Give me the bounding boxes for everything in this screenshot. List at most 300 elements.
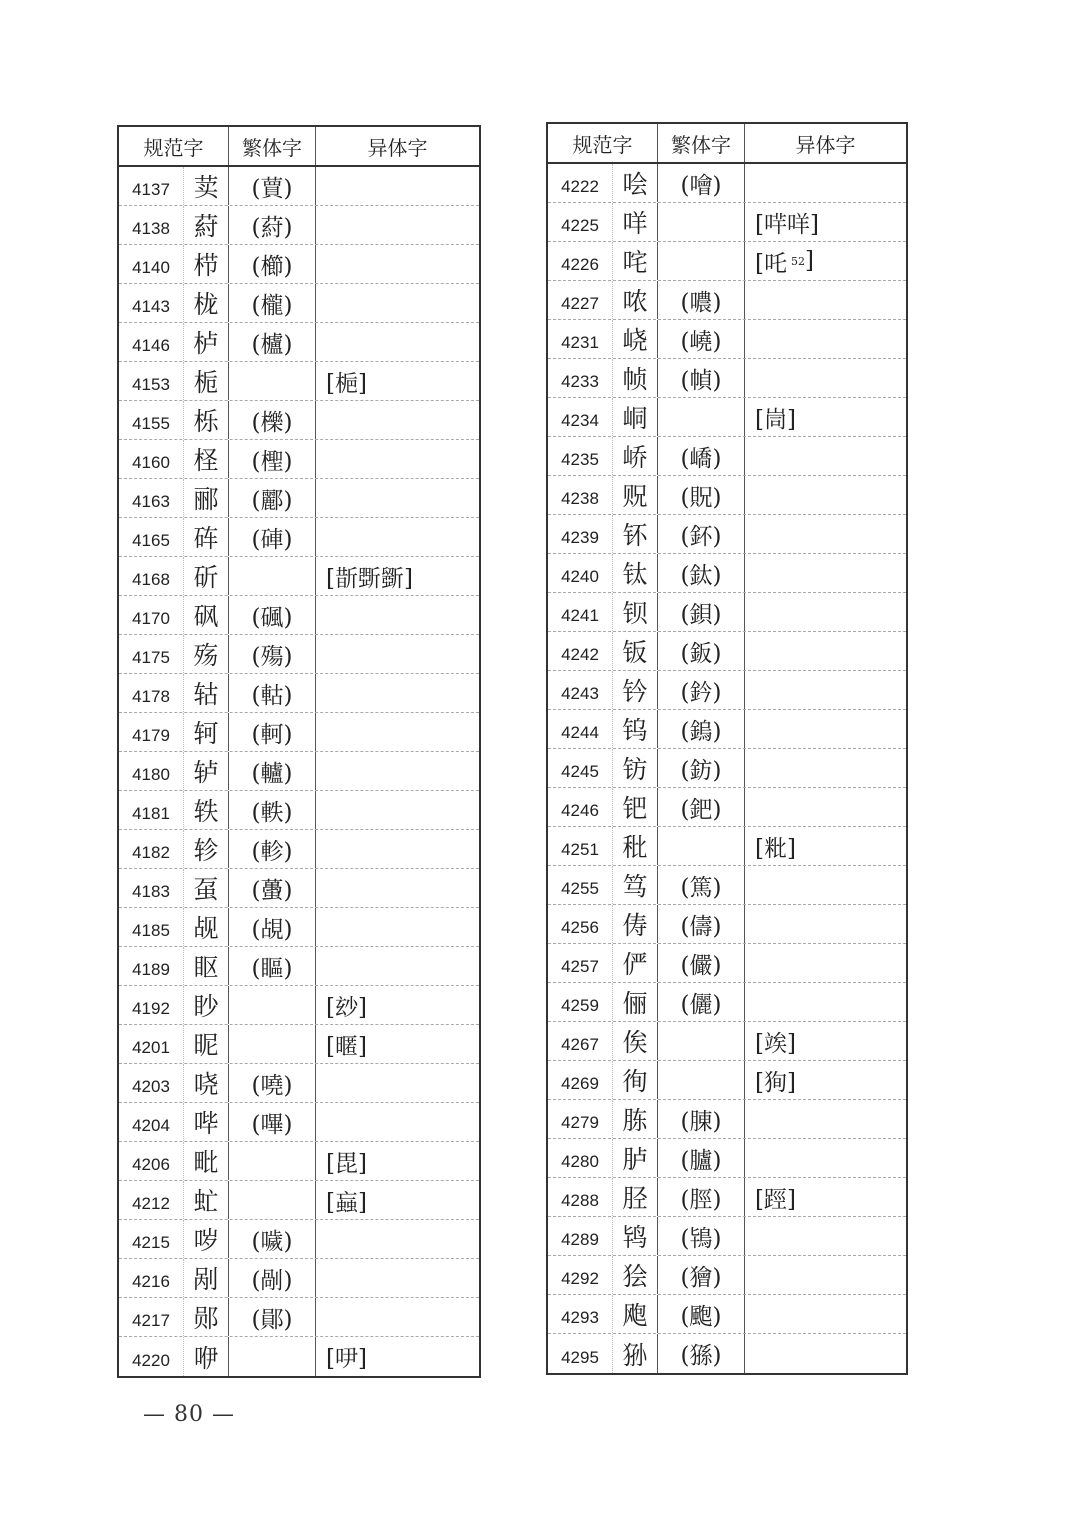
variant-char: [吚] xyxy=(326,1346,367,1372)
traditional-char: (鈑) xyxy=(658,632,745,670)
header-variant-char: 异体字 xyxy=(367,135,428,160)
variant-char xyxy=(745,1139,906,1177)
traditional-char: (脛) xyxy=(658,1178,745,1216)
traditional-char: (轤) xyxy=(229,752,316,790)
standard-char: 觇 xyxy=(184,908,229,946)
table-row xyxy=(119,908,479,947)
table-row xyxy=(548,944,906,983)
entry-number: 4225 xyxy=(548,203,613,241)
table-row xyxy=(119,986,479,1025)
standard-char: 栌 xyxy=(184,323,229,361)
table-row xyxy=(548,593,906,632)
standard-char: 贶 xyxy=(613,476,658,514)
entry-number: 4192 xyxy=(119,986,184,1024)
entry-number: 4165 xyxy=(119,518,184,556)
standard-char: 俪 xyxy=(613,983,658,1021)
variant-char: [毘] xyxy=(326,1150,367,1177)
traditional-char: (櫛) xyxy=(229,245,316,283)
entry-number: 4189 xyxy=(119,947,184,985)
traditional-char: (嶠) xyxy=(658,437,745,475)
standard-char: 栀 xyxy=(184,362,229,400)
variant-char xyxy=(316,518,479,556)
entry-number: 4288 xyxy=(548,1178,613,1216)
standard-char: 钣 xyxy=(613,632,658,670)
table-row xyxy=(119,1064,479,1103)
standard-char: 咩 xyxy=(613,203,658,241)
traditional-char xyxy=(658,398,745,436)
traditional-char: (儷) xyxy=(658,983,745,1021)
table-row xyxy=(119,1103,479,1142)
entry-number: 4155 xyxy=(119,401,184,439)
variant-char: [狥] xyxy=(755,1069,796,1096)
standard-char: 哔 xyxy=(184,1103,229,1141)
entry-number: 4143 xyxy=(119,284,184,322)
variant-char xyxy=(316,1103,479,1141)
traditional-char xyxy=(229,1337,316,1376)
standard-char: 郦 xyxy=(184,479,229,517)
footnote-marker: 52 xyxy=(790,254,805,268)
traditional-char: (鈀) xyxy=(658,788,745,826)
variant-char xyxy=(745,164,906,202)
entry-number: 4178 xyxy=(119,674,184,712)
standard-char: 飑 xyxy=(613,1295,658,1333)
standard-char: 轳 xyxy=(184,752,229,790)
entry-number: 4235 xyxy=(548,437,613,475)
standard-char: 栊 xyxy=(184,284,229,322)
traditional-char xyxy=(229,1181,316,1219)
entry-number: 4269 xyxy=(548,1061,613,1099)
variant-char: [竢] xyxy=(755,1030,796,1057)
variant-char: [斮斲斵] xyxy=(326,565,413,592)
traditional-char: (瞘) xyxy=(229,947,316,985)
standard-char: 斫 xyxy=(184,557,229,595)
traditional-char: (噥) xyxy=(658,281,745,319)
variant-char xyxy=(745,554,906,592)
entry-number: 4216 xyxy=(119,1259,184,1297)
variant-char xyxy=(745,593,906,631)
header-variant-char: 异体字 xyxy=(795,132,856,157)
table-body xyxy=(119,167,479,1376)
traditional-char: (儔) xyxy=(658,905,745,943)
variant-char xyxy=(316,401,479,439)
standard-char: 虿 xyxy=(184,869,229,907)
traditional-char: (鴇) xyxy=(658,1217,745,1255)
entry-number: 4280 xyxy=(548,1139,613,1177)
table-row xyxy=(548,320,906,359)
traditional-char: (鄖) xyxy=(229,1298,316,1336)
table-row xyxy=(548,1334,906,1373)
entry-number: 4243 xyxy=(548,671,613,709)
traditional-char: (檉) xyxy=(229,440,316,478)
table-row xyxy=(119,674,479,713)
entry-number: 4212 xyxy=(119,1181,184,1219)
entry-number: 4231 xyxy=(548,320,613,358)
entry-number: 4153 xyxy=(119,362,184,400)
traditional-char xyxy=(229,362,316,400)
traditional-char xyxy=(229,986,316,1024)
header-standard-char: 规范字 xyxy=(548,124,658,162)
traditional-char: (鈐) xyxy=(658,671,745,709)
entry-number: 4138 xyxy=(119,206,184,244)
variant-char xyxy=(316,284,479,322)
variant-char xyxy=(316,908,479,946)
variant-char xyxy=(316,674,479,712)
variant-char xyxy=(745,749,906,787)
table-row xyxy=(548,827,906,866)
variant-char xyxy=(745,1295,906,1333)
variant-char xyxy=(745,1334,906,1373)
table-row xyxy=(119,440,479,479)
variant-char xyxy=(316,1064,479,1102)
standard-char: 俦 xyxy=(613,905,658,943)
traditional-char: (嶢) xyxy=(658,320,745,358)
traditional-char: (軲) xyxy=(229,674,316,712)
traditional-char: (櫟) xyxy=(229,401,316,439)
standard-char: 狯 xyxy=(613,1256,658,1294)
entry-number: 4163 xyxy=(119,479,184,517)
entry-number: 4185 xyxy=(119,908,184,946)
variant-char xyxy=(745,983,906,1021)
traditional-char: (葤) xyxy=(229,206,316,244)
table-row xyxy=(119,167,479,206)
table-row xyxy=(119,362,479,401)
table-row xyxy=(119,791,479,830)
table-row xyxy=(119,830,479,869)
traditional-char: (嗶) xyxy=(229,1103,316,1141)
traditional-char: (酈) xyxy=(229,479,316,517)
traditional-char: (貺) xyxy=(658,476,745,514)
entry-number: 4233 xyxy=(548,359,613,397)
entry-number: 4168 xyxy=(119,557,184,595)
traditional-char: (臚) xyxy=(658,1139,745,1177)
traditional-char: (嘵) xyxy=(229,1064,316,1102)
table-row xyxy=(548,1061,906,1100)
variant-char: [峝] xyxy=(755,406,796,433)
table-row xyxy=(548,983,906,1022)
traditional-char: (鋇) xyxy=(658,593,745,631)
variant-char xyxy=(316,791,479,829)
traditional-char: (碸) xyxy=(229,596,316,634)
table-row xyxy=(119,752,479,791)
entry-number: 4175 xyxy=(119,635,184,673)
standard-char: 胨 xyxy=(613,1100,658,1138)
standard-char: 哕 xyxy=(184,1220,229,1258)
variant-char: [梔] xyxy=(326,370,367,397)
variant-char: [粃] xyxy=(755,835,796,862)
variant-char xyxy=(745,437,906,475)
table-row xyxy=(548,359,906,398)
standard-char: 钡 xyxy=(613,593,658,631)
table-row xyxy=(119,713,479,752)
variant-char: [踁] xyxy=(755,1186,796,1213)
traditional-char: (獪) xyxy=(658,1256,745,1294)
entry-number: 4182 xyxy=(119,830,184,868)
table-header xyxy=(119,127,479,167)
entry-number: 4289 xyxy=(548,1217,613,1255)
table-row xyxy=(119,245,479,284)
table-row xyxy=(119,1181,479,1220)
entry-number: 4146 xyxy=(119,323,184,361)
traditional-char xyxy=(229,1025,316,1063)
variant-char: [暱] xyxy=(326,1033,367,1060)
variant-char xyxy=(316,869,479,907)
standard-char: 轶 xyxy=(184,791,229,829)
entry-number: 4246 xyxy=(548,788,613,826)
traditional-char xyxy=(658,827,745,865)
entry-number: 4226 xyxy=(548,242,613,280)
variant-char xyxy=(745,866,906,904)
standard-char: 虻 xyxy=(184,1181,229,1219)
entry-number: 4244 xyxy=(548,710,613,748)
table-row xyxy=(548,242,906,281)
variant-char xyxy=(745,1256,906,1294)
traditional-char xyxy=(229,557,316,595)
table-row xyxy=(119,1220,479,1259)
entry-number: 4170 xyxy=(119,596,184,634)
traditional-char: (儼) xyxy=(658,944,745,982)
standard-char: 胪 xyxy=(613,1139,658,1177)
standard-char: 轱 xyxy=(184,674,229,712)
entry-number: 4295 xyxy=(548,1334,613,1373)
traditional-char xyxy=(658,203,745,241)
entry-number: 4257 xyxy=(548,944,613,982)
variant-char xyxy=(316,1259,479,1297)
table-row xyxy=(548,1256,906,1295)
table-row xyxy=(548,476,906,515)
variant-char xyxy=(316,1298,479,1336)
table-row xyxy=(548,281,906,320)
traditional-char xyxy=(229,1142,316,1180)
traditional-char: (颮) xyxy=(658,1295,745,1333)
standard-char: 钚 xyxy=(613,515,658,553)
traditional-char: (猻) xyxy=(658,1334,745,1373)
variant-char xyxy=(316,245,479,283)
table-row xyxy=(119,284,479,323)
traditional-char: (殤) xyxy=(229,635,316,673)
table-row xyxy=(119,323,479,362)
entry-number: 4241 xyxy=(548,593,613,631)
standard-char: 鸨 xyxy=(613,1217,658,1255)
table-row xyxy=(548,749,906,788)
header-traditional-char: 繁体字 xyxy=(229,127,316,165)
standard-char: 钤 xyxy=(613,671,658,709)
standard-char: 钫 xyxy=(613,749,658,787)
variant-char xyxy=(745,320,906,358)
table-row xyxy=(119,869,479,908)
entry-number: 4267 xyxy=(548,1022,613,1060)
table-row xyxy=(548,203,906,242)
table-row xyxy=(119,947,479,986)
table-row xyxy=(548,515,906,554)
traditional-char: (櫨) xyxy=(229,323,316,361)
variant-char xyxy=(316,440,479,478)
table-row xyxy=(548,1178,906,1217)
standard-char: 峣 xyxy=(613,320,658,358)
standard-char: 秕 xyxy=(613,827,658,865)
standard-char: 狲 xyxy=(613,1334,658,1373)
standard-char: 笃 xyxy=(613,866,658,904)
variant-char xyxy=(316,479,479,517)
variant-char xyxy=(745,671,906,709)
standard-char: 剐 xyxy=(184,1259,229,1297)
entry-number: 4240 xyxy=(548,554,613,592)
standard-char: 荬 xyxy=(184,167,229,205)
entry-number: 4245 xyxy=(548,749,613,787)
standard-char: 眇 xyxy=(184,986,229,1024)
variant-char xyxy=(316,206,479,244)
standard-char: 哝 xyxy=(613,281,658,319)
table-row xyxy=(548,866,906,905)
standard-char: 咿 xyxy=(184,1337,229,1376)
entry-number: 4140 xyxy=(119,245,184,283)
traditional-char xyxy=(658,1061,745,1099)
traditional-char: (篤) xyxy=(658,866,745,904)
entry-number: 4255 xyxy=(548,866,613,904)
standard-char: 轸 xyxy=(184,830,229,868)
traditional-char xyxy=(658,1022,745,1060)
standard-char: 郧 xyxy=(184,1298,229,1336)
standard-char: 俟 xyxy=(613,1022,658,1060)
table-row xyxy=(548,1295,906,1334)
variant-char xyxy=(745,359,906,397)
traditional-char: (剮) xyxy=(229,1259,316,1297)
traditional-char: (鈁) xyxy=(658,749,745,787)
table-row xyxy=(119,479,479,518)
entry-number: 4227 xyxy=(548,281,613,319)
standard-char: 哓 xyxy=(184,1064,229,1102)
traditional-char xyxy=(658,242,745,280)
variant-char xyxy=(745,710,906,748)
standard-char: 栎 xyxy=(184,401,229,439)
table-row xyxy=(119,1298,479,1337)
table-row xyxy=(119,596,479,635)
entry-number: 4279 xyxy=(548,1100,613,1138)
traditional-char: (腖) xyxy=(658,1100,745,1138)
traditional-char: (鈦) xyxy=(658,554,745,592)
standard-char: 哙 xyxy=(613,164,658,202)
standard-char: 俨 xyxy=(613,944,658,982)
table-row xyxy=(119,635,479,674)
variant-char xyxy=(745,944,906,982)
traditional-char: (鎢) xyxy=(658,710,745,748)
variant-char xyxy=(745,476,906,514)
table-row xyxy=(119,557,479,596)
standard-char: 砗 xyxy=(184,518,229,556)
table-row xyxy=(119,1025,479,1064)
variant-char xyxy=(316,323,479,361)
entry-number: 4183 xyxy=(119,869,184,907)
variant-char xyxy=(316,635,479,673)
entry-number: 4259 xyxy=(548,983,613,1021)
standard-char: 柽 xyxy=(184,440,229,478)
table-row xyxy=(119,518,479,557)
entry-number: 4181 xyxy=(119,791,184,829)
traditional-char: (覘) xyxy=(229,908,316,946)
table-row xyxy=(548,1139,906,1178)
table-row xyxy=(548,710,906,749)
character-table-right xyxy=(546,122,908,1375)
table-row xyxy=(548,905,906,944)
standard-char: 殇 xyxy=(184,635,229,673)
entry-number: 4217 xyxy=(119,1298,184,1336)
variant-char xyxy=(316,713,479,751)
entry-number: 4180 xyxy=(119,752,184,790)
entry-number: 4293 xyxy=(548,1295,613,1333)
standard-char: 钛 xyxy=(613,554,658,592)
table-row xyxy=(119,1259,479,1298)
table-row xyxy=(548,437,906,476)
table-row xyxy=(548,788,906,827)
entry-number: 4201 xyxy=(119,1025,184,1063)
table-header xyxy=(548,124,906,164)
entry-number: 4222 xyxy=(548,164,613,202)
table-row xyxy=(548,1022,906,1061)
variant-char xyxy=(316,752,479,790)
entry-number: 4203 xyxy=(119,1064,184,1102)
table-row xyxy=(548,1217,906,1256)
traditional-char: (蕒) xyxy=(229,167,316,205)
standard-char: 徇 xyxy=(613,1061,658,1099)
standard-char: 胫 xyxy=(613,1178,658,1216)
entry-number: 4206 xyxy=(119,1142,184,1180)
variant-char xyxy=(316,947,479,985)
entry-number: 4256 xyxy=(548,905,613,943)
variant-char: [哶咩] xyxy=(755,211,819,238)
variant-char xyxy=(745,788,906,826)
header-standard-char: 规范字 xyxy=(119,127,229,165)
table-row xyxy=(548,671,906,710)
variant-char xyxy=(316,830,479,868)
table-row xyxy=(548,632,906,671)
variant-char xyxy=(316,167,479,205)
traditional-char: (鈈) xyxy=(658,515,745,553)
table-row xyxy=(548,164,906,203)
standard-char: 砜 xyxy=(184,596,229,634)
variant-char: [吒 52 ] xyxy=(755,248,814,277)
traditional-char: (幀) xyxy=(658,359,745,397)
table-row xyxy=(548,554,906,593)
entry-number: 4292 xyxy=(548,1256,613,1294)
table-row xyxy=(119,1142,479,1181)
standard-char: 昵 xyxy=(184,1025,229,1063)
character-table-left xyxy=(117,125,481,1378)
standard-char: 峤 xyxy=(613,437,658,475)
standard-char: 毗 xyxy=(184,1142,229,1180)
standard-char: 葤 xyxy=(184,206,229,244)
standard-char: 咤 xyxy=(613,242,658,280)
entry-number: 4160 xyxy=(119,440,184,478)
entry-number: 4239 xyxy=(548,515,613,553)
entry-number: 4137 xyxy=(119,167,184,205)
entry-number: 4238 xyxy=(548,476,613,514)
entry-number: 4234 xyxy=(548,398,613,436)
standard-char: 峒 xyxy=(613,398,658,436)
variant-char xyxy=(316,1220,479,1258)
table-row xyxy=(548,1100,906,1139)
variant-char xyxy=(745,905,906,943)
table-row xyxy=(119,206,479,245)
standard-char: 钨 xyxy=(613,710,658,748)
table-body xyxy=(548,164,906,1373)
table-row xyxy=(548,398,906,437)
table-row xyxy=(119,1337,479,1376)
entry-number: 4204 xyxy=(119,1103,184,1141)
variant-char: [蝱] xyxy=(326,1189,367,1216)
variant-char: [玅] xyxy=(326,994,367,1021)
variant-char xyxy=(745,515,906,553)
standard-char: 钯 xyxy=(613,788,658,826)
entry-number: 4179 xyxy=(119,713,184,751)
